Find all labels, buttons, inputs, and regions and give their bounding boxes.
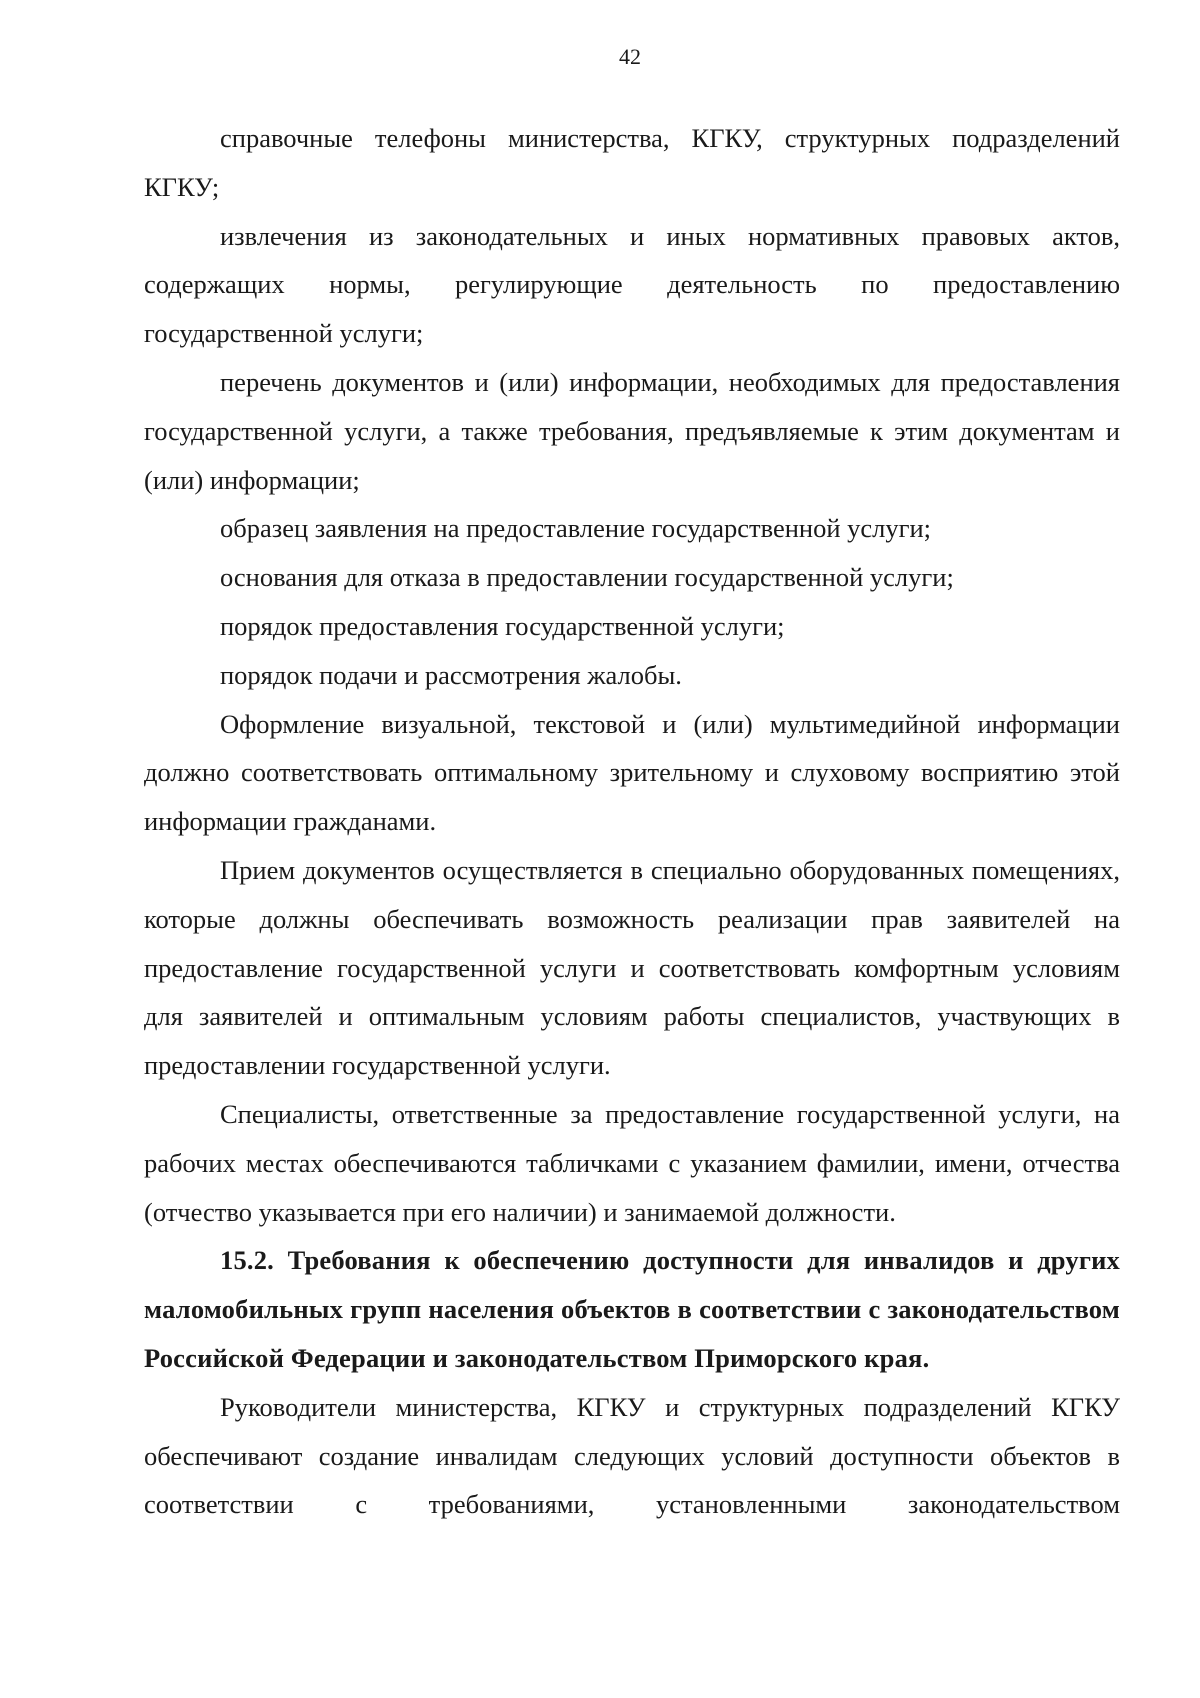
paragraph-specialists-nameplates: Специалисты, ответственные за предоставление государственной услуги, на рабочих местах обеспечиваются табличками с указанием фамилии, имени, отчества (отчество указывается при его наличии) и занимаемой должности. xyxy=(144,1098,1120,1227)
paragraph-refusal-grounds: основания для отказа в предоставлении государственной услуги; xyxy=(220,562,954,593)
page-number: 42 xyxy=(619,44,641,69)
paragraph-application-sample: образец заявления на предоставление государственной услуги; xyxy=(220,513,932,544)
document-body xyxy=(144,114,1120,1529)
paragraph-reference-phones: справочные телефоны министерства, КГКУ, структурных подразделений КГКУ; xyxy=(144,123,1120,202)
paragraph-accessibility-conditions: Руководители министерства, КГКУ и структурных подразделений КГКУ обеспечивают создание инвалидам следующих условий доступности объектов в соответствии с требованиями, установленными законодательством xyxy=(144,1391,1120,1520)
paragraph-information-design: Оформление визуальной, текстовой и (или) мультимедийной информации должно соответствовать оптимальному зрительному и слуховому восприятию этой информации гражданами. xyxy=(144,708,1120,837)
paragraph-complaint-procedure: порядок подачи и рассмотрения жалобы. xyxy=(220,659,682,690)
paragraph-documents-list: перечень документов и (или) информации, необходимых для предоставления государственной услуги, а также требования, предъявляемые к этим документам и (или) информации; xyxy=(144,366,1120,495)
paragraph-document-reception: Прием документов осуществляется в специально оборудованных помещениях, которые должны обеспечивать возможность реализации прав заявителей на предоставление государственной услуги и соответствовать комфортным условиям для заявителей и оптимальным условиям работы специалистов, участвующих в предоставлении государственной услуги. xyxy=(144,854,1120,1081)
paragraph-service-procedure: порядок предоставления государственной услуги; xyxy=(220,610,785,641)
section-heading: 15.2. Требования к обеспечению доступности для инвалидов и других маломобильных групп населения объектов в соответствии с законодательством Российской Федерации и законодательством Приморского края. xyxy=(144,1245,1120,1373)
paragraph-legal-extracts: извлечения из законодательных и иных нормативных правовых актов, содержащих нормы, регулирующие деятельность по предоставлению государственной услуги; xyxy=(144,220,1120,349)
